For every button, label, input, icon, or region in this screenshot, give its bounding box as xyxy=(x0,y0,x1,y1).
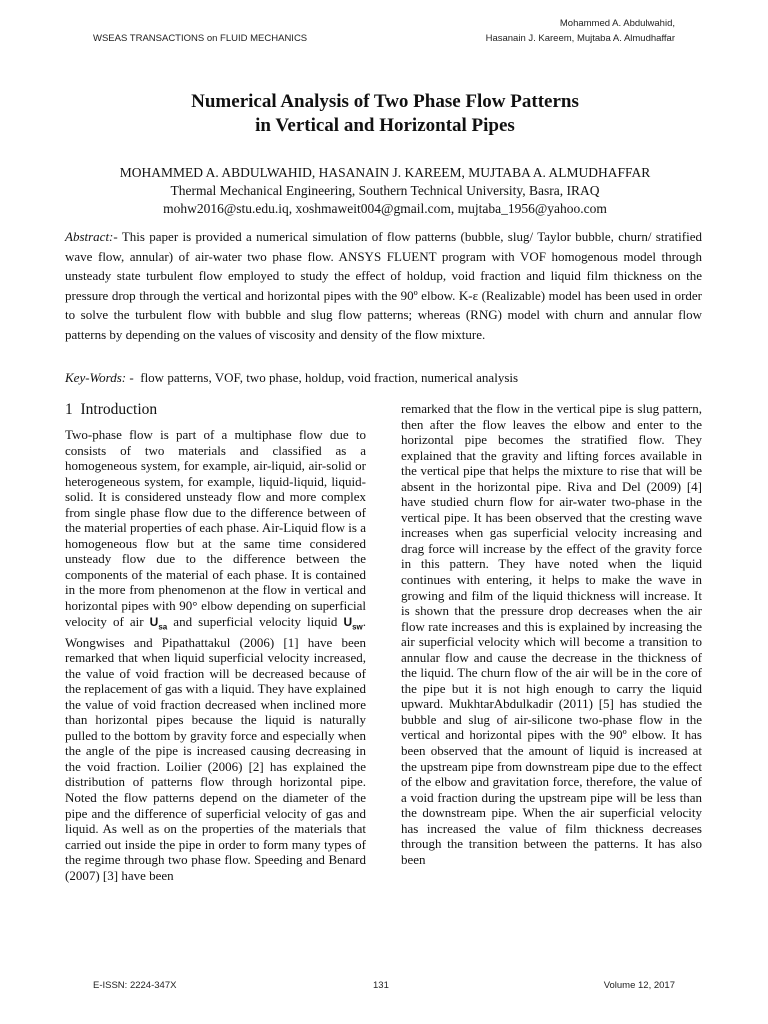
footer-page-number: 131 xyxy=(373,980,389,991)
paper-title xyxy=(60,90,710,138)
keywords-text: flow patterns, VOF, two phase, holdup, void fraction, numerical analysis xyxy=(140,370,519,385)
abstract xyxy=(65,227,702,344)
paper-title-line-1: Numerical Analysis of Two Phase Flow Patterns xyxy=(191,91,579,112)
intro-paragraph-part-2: and superficial velocity liquid xyxy=(173,613,338,629)
body-column-right: remarked that the flow in the vertical pipe is slug pattern, then after the flow leaves the elbow and enter to the horizontal pipe becomes the stratified flow. They explained that the gravity and lifting forces available in the vertical pipe that helps the mixture to rise that will be absent in the horizontal pipe. Riva and Del (2009) [4] have studied churn flow for air-water two-phase in the vertical pipe. It has been observed that the cresting wave increases when gas superficial velocity increasing and drag force will increase by the effect of the gravity force in this pattern. They have noted when the liquid continues with entering, it helps to make the wave in growing and film of the liquid thickness will increase. It is shown that the pressure drop decreases when the air flow rate increases and this is explained by increasing the air superficial velocity which will become a transition to annular flow and cause the decrease in the thickness of the liquid. The churn flow of the air will be in the core of the pipe but it is not high enough to carry the liquid upward. MukhtarAbdulkadir (2011) [5] has studied the bubble and slug of air-silicone two-phase flow in the vertical and horizontal pipes with the 90º elbow. It has been observed that the amount of liquid is increased at the upstream pipe from downstream pipe due to the effect of the elbow and gravitation force, therefore, the value of a void fraction during the upstream pipe will be less than the downstream pipe. When the air superficial velocity has increased the value of film thickness decreases through the transition between the patterns. It has also been xyxy=(401,401,702,867)
abstract-text: This paper is provided a numerical simulation of flow patterns (bubble, slug/ Taylor bubble, churn/ stratified wave flow, annular) of air-water two phase flow. ANSYS FLUENT program with VOF homogenous model through unsteady state turbulent flow employed to study the effect of holdup, void fraction and liquid film thickness on the pressure drop through the vertical and horizontal pipes with the 90º elbow. K-ε (Realizable) model has been used in order to solve the turbulent flow with bubble and slug flow patterns; whereas (RNG) model with churn and annular flow patterns by depending on the values of viscosity and density of the flow mixture. xyxy=(65,229,703,342)
running-header-journal: WSEAS TRANSACTIONS on FLUID MECHANICS xyxy=(93,33,308,44)
intro-paragraph-part-1: Two-phase flow is part of a multiphase flow due to consists of two materials and classified as a homogeneous system, for example, air-liquid, air-solid or heterogeneous system, for example, liquid-liquid, liquid-solid. It is considered unsteady flow and more complex from single phase flow due to the difference between of the material properties of each phase. Air-Liquid flow is a homogeneous flow but at the same time considered unsteady flow due to the difference between the components of the material of each phase. It is contained in the more from phenomenon at the flow in vertical and horizontal pipes with 90° elbow depending on superficial velocity of air xyxy=(65,427,366,629)
section-title: Introduction xyxy=(80,401,158,418)
author-block xyxy=(60,164,710,218)
running-header-authors-1: Mohammed A. Abdulwahid, xyxy=(559,18,675,29)
running-header-authors-2: Hasanain J. Kareem, Mujtaba A. Almudhaffar xyxy=(485,33,675,44)
abstract-label: Abstract:- xyxy=(65,229,118,244)
symbol-u-sw: $U_{sw}$ xyxy=(343,614,363,631)
section-heading xyxy=(65,401,157,419)
symbol-u-sa: $U_{sa}$ xyxy=(149,614,168,631)
author-affiliation: Thermal Mechanical Engineering, Southern Technical University, Basra, IRAQ xyxy=(170,183,600,198)
footer-issn: E-ISSN: 2224-347X xyxy=(93,980,177,991)
section-number: 1 xyxy=(65,401,73,418)
author-emails: mohw2016@stu.edu.iq, xoshmaweit004@gmail.com, mujtaba_1956@yahoo.com xyxy=(163,201,607,216)
keywords-label: Key-Words: - xyxy=(65,370,134,385)
footer-volume: Volume 12, 2017 xyxy=(603,980,675,991)
body-column-left xyxy=(65,427,366,883)
author-names: MOHAMMED A. ABDULWAHID, HASANAIN J. KAREEM, MUJTABA A. ALMUDHAFFAR xyxy=(119,165,651,180)
paper-title-line-2: in Vertical and Horizontal Pipes xyxy=(255,115,515,136)
intro-paragraph-part-3: . Wongwises and Pipathattakul (2006) [1] have been remarked that when liquid superficial velocity increased, the value of void fraction will be decreased because of the replacement of gas with a liquid. They have explained the value of void fraction decreased when inclined more than horizontal pipes because the liquid is naturally pulled to the bottom by gravity force and especially when the angle of the pipe is increased causing decreasing in the void fraction. Loilier (2006) [2] has explained the distribution of patterns flow through horizontal pipe. Noted the flow patterns depend on the diameter of the pipe and the difference of superficial velocity of gas and liquid. As well as on the properties of the materials that carried out inside the pipe in order to form many types of the regime through two phase flow. Speeding and Benard (2007) [3] have been xyxy=(65,613,367,883)
keywords xyxy=(65,368,702,387)
